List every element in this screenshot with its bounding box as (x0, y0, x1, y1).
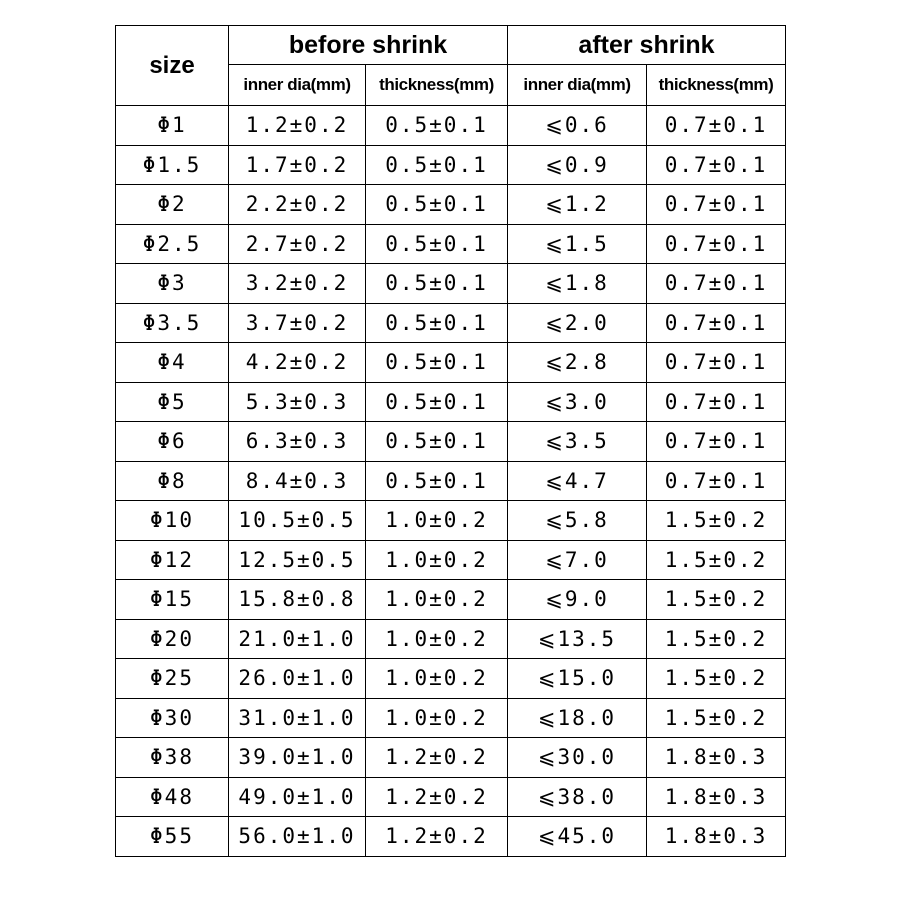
before-thickness-cell: 0.5±0.1 (366, 422, 508, 462)
after-inner-dia-cell: ⩽3.0 (508, 382, 647, 422)
size-spec-table (115, 25, 786, 857)
before-thickness-cell: 0.5±0.1 (366, 224, 508, 264)
before-inner-dia-cell: 15.8±0.8 (229, 580, 366, 620)
table-body (116, 106, 786, 857)
size-cell: Φ38 (116, 738, 229, 778)
size-cell: Φ55 (116, 817, 229, 857)
after-inner-dia-cell: ⩽9.0 (508, 580, 647, 620)
before-shrink-header: before shrink (229, 26, 508, 65)
after-thickness-cell: 0.7±0.1 (647, 422, 786, 462)
table-row (116, 106, 786, 146)
table-row (116, 343, 786, 383)
before-inner-dia-cell: 21.0±1.0 (229, 619, 366, 659)
size-cell: Φ10 (116, 501, 229, 541)
before-inner-dia-cell: 2.2±0.2 (229, 185, 366, 225)
table-row (116, 501, 786, 541)
after-inner-dia-cell: ⩽45.0 (508, 817, 647, 857)
size-cell: Φ1 (116, 106, 229, 146)
before-thickness-cell: 0.5±0.1 (366, 303, 508, 343)
before-thickness-cell: 0.5±0.1 (366, 461, 508, 501)
after-inner-dia-cell: ⩽4.7 (508, 461, 647, 501)
after-thickness-cell: 1.8±0.3 (647, 738, 786, 778)
table-row (116, 382, 786, 422)
before-thickness-cell: 0.5±0.1 (366, 382, 508, 422)
after-inner-dia-cell: ⩽7.0 (508, 540, 647, 580)
after-inner-dia-header: inner dia(mm) (508, 65, 647, 106)
size-cell: Φ2.5 (116, 224, 229, 264)
after-thickness-cell: 1.5±0.2 (647, 659, 786, 699)
before-inner-dia-cell: 1.7±0.2 (229, 145, 366, 185)
size-cell: Φ30 (116, 698, 229, 738)
table-row (116, 698, 786, 738)
after-inner-dia-cell: ⩽15.0 (508, 659, 647, 699)
before-thickness-header: thickness(mm) (366, 65, 508, 106)
after-inner-dia-cell: ⩽3.5 (508, 422, 647, 462)
after-inner-dia-cell: ⩽5.8 (508, 501, 647, 541)
before-thickness-cell: 0.5±0.1 (366, 185, 508, 225)
before-inner-dia-cell: 3.2±0.2 (229, 264, 366, 304)
after-thickness-cell: 0.7±0.1 (647, 145, 786, 185)
before-thickness-cell: 1.0±0.2 (366, 619, 508, 659)
before-inner-dia-cell: 56.0±1.0 (229, 817, 366, 857)
after-inner-dia-cell: ⩽2.0 (508, 303, 647, 343)
before-thickness-cell: 1.2±0.2 (366, 738, 508, 778)
after-inner-dia-cell: ⩽0.9 (508, 145, 647, 185)
after-thickness-cell: 0.7±0.1 (647, 185, 786, 225)
size-cell: Φ15 (116, 580, 229, 620)
size-cell: Φ25 (116, 659, 229, 699)
after-shrink-header: after shrink (508, 26, 786, 65)
before-inner-dia-cell: 31.0±1.0 (229, 698, 366, 738)
before-thickness-cell: 0.5±0.1 (366, 343, 508, 383)
before-inner-dia-cell: 26.0±1.0 (229, 659, 366, 699)
table-row (116, 817, 786, 857)
before-inner-dia-cell: 2.7±0.2 (229, 224, 366, 264)
before-thickness-cell: 1.2±0.2 (366, 817, 508, 857)
after-inner-dia-cell: ⩽18.0 (508, 698, 647, 738)
table-row (116, 580, 786, 620)
after-inner-dia-cell: ⩽1.2 (508, 185, 647, 225)
before-inner-dia-cell: 8.4±0.3 (229, 461, 366, 501)
before-inner-dia-cell: 10.5±0.5 (229, 501, 366, 541)
table-row (116, 777, 786, 817)
after-thickness-cell: 0.7±0.1 (647, 343, 786, 383)
size-cell: Φ8 (116, 461, 229, 501)
after-thickness-cell: 1.5±0.2 (647, 698, 786, 738)
table-row (116, 145, 786, 185)
after-inner-dia-cell: ⩽13.5 (508, 619, 647, 659)
before-thickness-cell: 0.5±0.1 (366, 145, 508, 185)
after-thickness-cell: 0.7±0.1 (647, 106, 786, 146)
after-thickness-cell: 1.5±0.2 (647, 619, 786, 659)
table-row (116, 264, 786, 304)
after-inner-dia-cell: ⩽1.8 (508, 264, 647, 304)
size-cell: Φ5 (116, 382, 229, 422)
table-row (116, 185, 786, 225)
before-inner-dia-cell: 6.3±0.3 (229, 422, 366, 462)
size-cell: Φ4 (116, 343, 229, 383)
after-inner-dia-cell: ⩽2.8 (508, 343, 647, 383)
after-thickness-header: thickness(mm) (647, 65, 786, 106)
after-thickness-cell: 0.7±0.1 (647, 303, 786, 343)
after-thickness-cell: 1.5±0.2 (647, 580, 786, 620)
before-inner-dia-cell: 1.2±0.2 (229, 106, 366, 146)
after-thickness-cell: 0.7±0.1 (647, 461, 786, 501)
table-row (116, 303, 786, 343)
size-cell: Φ20 (116, 619, 229, 659)
after-thickness-cell: 1.8±0.3 (647, 817, 786, 857)
before-inner-dia-cell: 4.2±0.2 (229, 343, 366, 383)
table-row (116, 619, 786, 659)
after-inner-dia-cell: ⩽30.0 (508, 738, 647, 778)
after-thickness-cell: 0.7±0.1 (647, 382, 786, 422)
after-thickness-cell: 1.5±0.2 (647, 540, 786, 580)
size-cell: Φ1.5 (116, 145, 229, 185)
before-thickness-cell: 1.0±0.2 (366, 540, 508, 580)
size-cell: Φ2 (116, 185, 229, 225)
size-cell: Φ3 (116, 264, 229, 304)
after-thickness-cell: 0.7±0.1 (647, 224, 786, 264)
size-cell: Φ48 (116, 777, 229, 817)
before-thickness-cell: 1.2±0.2 (366, 777, 508, 817)
before-inner-dia-cell: 5.3±0.3 (229, 382, 366, 422)
before-thickness-cell: 0.5±0.1 (366, 264, 508, 304)
before-inner-dia-cell: 3.7±0.2 (229, 303, 366, 343)
after-thickness-cell: 1.8±0.3 (647, 777, 786, 817)
before-inner-dia-cell: 39.0±1.0 (229, 738, 366, 778)
after-thickness-cell: 1.5±0.2 (647, 501, 786, 541)
before-thickness-cell: 1.0±0.2 (366, 501, 508, 541)
table-row (116, 659, 786, 699)
table-row (116, 422, 786, 462)
size-cell: Φ12 (116, 540, 229, 580)
before-thickness-cell: 1.0±0.2 (366, 580, 508, 620)
size-cell: Φ3.5 (116, 303, 229, 343)
table-row (116, 738, 786, 778)
after-inner-dia-cell: ⩽0.6 (508, 106, 647, 146)
after-inner-dia-cell: ⩽38.0 (508, 777, 647, 817)
size-cell: Φ6 (116, 422, 229, 462)
before-inner-dia-cell: 49.0±1.0 (229, 777, 366, 817)
before-thickness-cell: 0.5±0.1 (366, 106, 508, 146)
before-thickness-cell: 1.0±0.2 (366, 698, 508, 738)
table-row (116, 224, 786, 264)
table-row (116, 461, 786, 501)
after-thickness-cell: 0.7±0.1 (647, 264, 786, 304)
before-thickness-cell: 1.0±0.2 (366, 659, 508, 699)
after-inner-dia-cell: ⩽1.5 (508, 224, 647, 264)
before-inner-dia-cell: 12.5±0.5 (229, 540, 366, 580)
table-row (116, 540, 786, 580)
before-inner-dia-header: inner dia(mm) (229, 65, 366, 106)
size-header: size (116, 26, 229, 106)
